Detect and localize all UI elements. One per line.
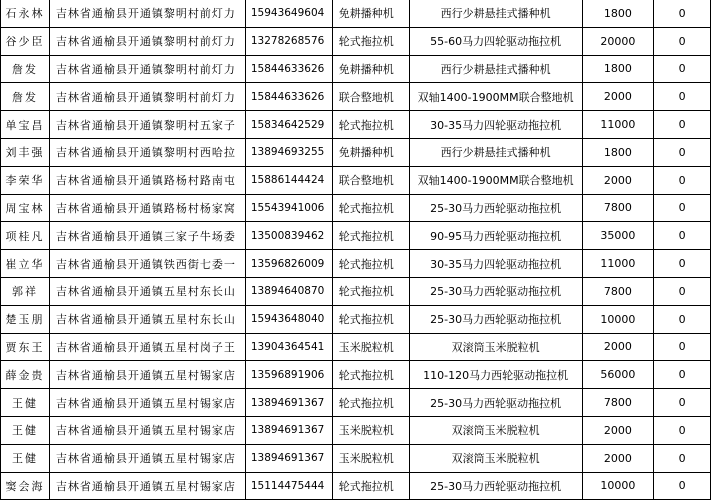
cell-extra: 0: [654, 27, 711, 55]
cell-price: 1800: [582, 138, 654, 166]
cell-name: 周宝林: [1, 194, 50, 222]
cell-address: 吉林省通榆县开通镇五星村东长山: [49, 305, 245, 333]
cell-name: 王健: [1, 389, 50, 417]
cell-machine-type: 轮式拖拉机: [332, 389, 409, 417]
cell-price: 1800: [582, 55, 654, 83]
cell-name: 王健: [1, 444, 50, 472]
cell-machine-type: 轮式拖拉机: [332, 277, 409, 305]
cell-machine-type: 玉米脱粒机: [332, 444, 409, 472]
cell-model: 110-120马力西轮驱动拖拉机: [409, 361, 582, 389]
table-row: [1, 0, 711, 27]
cell-name: 李荣华: [1, 166, 50, 194]
cell-phone: 15114475444: [245, 472, 332, 500]
cell-machine-type: 轮式拖拉机: [332, 111, 409, 139]
cell-price: 2000: [582, 333, 654, 361]
cell-name: 谷少臣: [1, 27, 50, 55]
cell-phone: 13596891906: [245, 361, 332, 389]
cell-extra: 0: [654, 277, 711, 305]
cell-model: 25-30马力西轮驱动拖拉机: [409, 194, 582, 222]
cell-price: 11000: [582, 250, 654, 278]
cell-name: 詹发: [1, 83, 50, 111]
cell-machine-type: 玉米脱粒机: [332, 416, 409, 444]
cell-price: 10000: [582, 472, 654, 500]
cell-model: 90-95马力西轮驱动拖拉机: [409, 222, 582, 250]
table-row: [1, 27, 711, 55]
table-row: [1, 361, 711, 389]
cell-phone: 13904364541: [245, 333, 332, 361]
cell-address: 吉林省通榆县开通镇五星村锡家店: [49, 444, 245, 472]
cell-model: 西行少耕悬挂式播种机: [409, 55, 582, 83]
cell-price: 20000: [582, 27, 654, 55]
cell-extra: 0: [654, 222, 711, 250]
cell-phone: 13894640870: [245, 277, 332, 305]
table-row: [1, 444, 711, 472]
cell-machine-type: 联合整地机: [332, 166, 409, 194]
cell-model: 双滚筒玉米脱粒机: [409, 416, 582, 444]
cell-extra: 0: [654, 389, 711, 417]
cell-name: 石永林: [1, 0, 50, 27]
cell-extra: 0: [654, 138, 711, 166]
cell-phone: 15886144424: [245, 166, 332, 194]
cell-extra: 0: [654, 166, 711, 194]
cell-phone: 13894693255: [245, 138, 332, 166]
cell-address: 吉林省通榆县开通镇三家子牛场委: [49, 222, 245, 250]
cell-price: 7800: [582, 389, 654, 417]
table-row: [1, 333, 711, 361]
cell-model: 25-30马力西轮驱动拖拉机: [409, 277, 582, 305]
table-row: [1, 111, 711, 139]
table-row: [1, 416, 711, 444]
table-row: [1, 55, 711, 83]
table-row: [1, 305, 711, 333]
cell-extra: 0: [654, 250, 711, 278]
cell-model: 55-60马力四轮驱动拖拉机: [409, 27, 582, 55]
cell-phone: 13894691367: [245, 389, 332, 417]
cell-price: 35000: [582, 222, 654, 250]
cell-address: 吉林省通榆县开通镇路杨村杨家窝: [49, 194, 245, 222]
table-row: [1, 472, 711, 500]
cell-phone: 15844633626: [245, 55, 332, 83]
cell-name: 楚玉朋: [1, 305, 50, 333]
cell-address: 吉林省通榆县开通镇铁西街七委一: [49, 250, 245, 278]
cell-phone: 13278268576: [245, 27, 332, 55]
cell-extra: 0: [654, 361, 711, 389]
cell-address: 吉林省通榆县开通镇黎明村西哈拉: [49, 138, 245, 166]
cell-machine-type: 轮式拖拉机: [332, 27, 409, 55]
cell-machine-type: 玉米脱粒机: [332, 333, 409, 361]
cell-extra: 0: [654, 472, 711, 500]
cell-name: 崔立华: [1, 250, 50, 278]
cell-name: 贾东王: [1, 333, 50, 361]
cell-price: 56000: [582, 361, 654, 389]
cell-model: 西行少耕悬挂式播种机: [409, 138, 582, 166]
cell-machine-type: 轮式拖拉机: [332, 472, 409, 500]
cell-extra: 0: [654, 444, 711, 472]
table-row: [1, 222, 711, 250]
cell-phone: 13596826009: [245, 250, 332, 278]
cell-machine-type: 免耕播种机: [332, 0, 409, 27]
table-row: [1, 277, 711, 305]
cell-model: 双轴1400-1900MM联合整地机: [409, 166, 582, 194]
cell-address: 吉林省通榆县开通镇五星村锡家店: [49, 472, 245, 500]
cell-price: 7800: [582, 194, 654, 222]
cell-address: 吉林省通榆县开通镇五星村锡家店: [49, 361, 245, 389]
table-row: [1, 250, 711, 278]
table-row: [1, 166, 711, 194]
cell-price: 2000: [582, 444, 654, 472]
cell-model: 25-30马力西轮驱动拖拉机: [409, 389, 582, 417]
cell-address: 吉林省通榆县开通镇黎明村前灯力: [49, 27, 245, 55]
cell-address: 吉林省通榆县开通镇五星村锡家店: [49, 416, 245, 444]
cell-name: 詹发: [1, 55, 50, 83]
cell-address: 吉林省通榆县开通镇黎明村五家子: [49, 111, 245, 139]
cell-address: 吉林省通榆县开通镇五星村东长山: [49, 277, 245, 305]
cell-extra: 0: [654, 416, 711, 444]
cell-address: 吉林省通榆县开通镇五星村锡家店: [49, 389, 245, 417]
cell-model: 双滚筒玉米脱粒机: [409, 444, 582, 472]
cell-name: 窦会海: [1, 472, 50, 500]
cell-extra: 0: [654, 83, 711, 111]
cell-machine-type: 轮式拖拉机: [332, 305, 409, 333]
cell-phone: 13894691367: [245, 444, 332, 472]
cell-price: 2000: [582, 416, 654, 444]
cell-machine-type: 轮式拖拉机: [332, 222, 409, 250]
cell-extra: 0: [654, 111, 711, 139]
cell-phone: 13500839462: [245, 222, 332, 250]
cell-phone: 15834642529: [245, 111, 332, 139]
cell-machine-type: 轮式拖拉机: [332, 250, 409, 278]
cell-machine-type: 免耕播种机: [332, 138, 409, 166]
cell-name: 项桂凡: [1, 222, 50, 250]
cell-name: 刘丰强: [1, 138, 50, 166]
cell-name: 单宝昌: [1, 111, 50, 139]
cell-machine-type: 免耕播种机: [332, 55, 409, 83]
table-row: [1, 83, 711, 111]
cell-phone: 15844633626: [245, 83, 332, 111]
cell-model: 25-30马力西轮驱动拖拉机: [409, 305, 582, 333]
cell-address: 吉林省通榆县开通镇路杨村路南屯: [49, 166, 245, 194]
cell-phone: 13894691367: [245, 416, 332, 444]
cell-address: 吉林省通榆县开通镇五星村岗子王: [49, 333, 245, 361]
table-row: [1, 194, 711, 222]
cell-address: 吉林省通榆县开通镇黎明村前灯力: [49, 83, 245, 111]
cell-price: 7800: [582, 277, 654, 305]
table-row: [1, 138, 711, 166]
table-body: [1, 0, 711, 500]
cell-price: 1800: [582, 0, 654, 27]
cell-address: 吉林省通榆县开通镇黎明村前灯力: [49, 55, 245, 83]
cell-extra: 0: [654, 333, 711, 361]
cell-model: 25-30马力西轮驱动拖拉机: [409, 472, 582, 500]
cell-extra: 0: [654, 305, 711, 333]
cell-model: 30-35马力四轮驱动拖拉机: [409, 111, 582, 139]
cell-extra: 0: [654, 55, 711, 83]
cell-address: 吉林省通榆县开通镇黎明村前灯力: [49, 0, 245, 27]
cell-name: 薛金贵: [1, 361, 50, 389]
cell-phone: 15543941006: [245, 194, 332, 222]
cell-name: 王健: [1, 416, 50, 444]
table-row: [1, 389, 711, 417]
cell-extra: 0: [654, 0, 711, 27]
cell-machine-type: 轮式拖拉机: [332, 361, 409, 389]
cell-machine-type: 轮式拖拉机: [332, 194, 409, 222]
cell-model: 双轴1400-1900MM联合整地机: [409, 83, 582, 111]
cell-phone: 15943649604: [245, 0, 332, 27]
cell-model: 双滚筒玉米脱粒机: [409, 333, 582, 361]
cell-price: 2000: [582, 83, 654, 111]
cell-price: 11000: [582, 111, 654, 139]
cell-price: 10000: [582, 305, 654, 333]
cell-machine-type: 联合整地机: [332, 83, 409, 111]
cell-model: 西行少耕悬挂式播种机: [409, 0, 582, 27]
cell-name: 郭祥: [1, 277, 50, 305]
cell-phone: 15943648040: [245, 305, 332, 333]
cell-extra: 0: [654, 194, 711, 222]
cell-price: 2000: [582, 166, 654, 194]
cell-model: 30-35马力四轮驱动拖拉机: [409, 250, 582, 278]
